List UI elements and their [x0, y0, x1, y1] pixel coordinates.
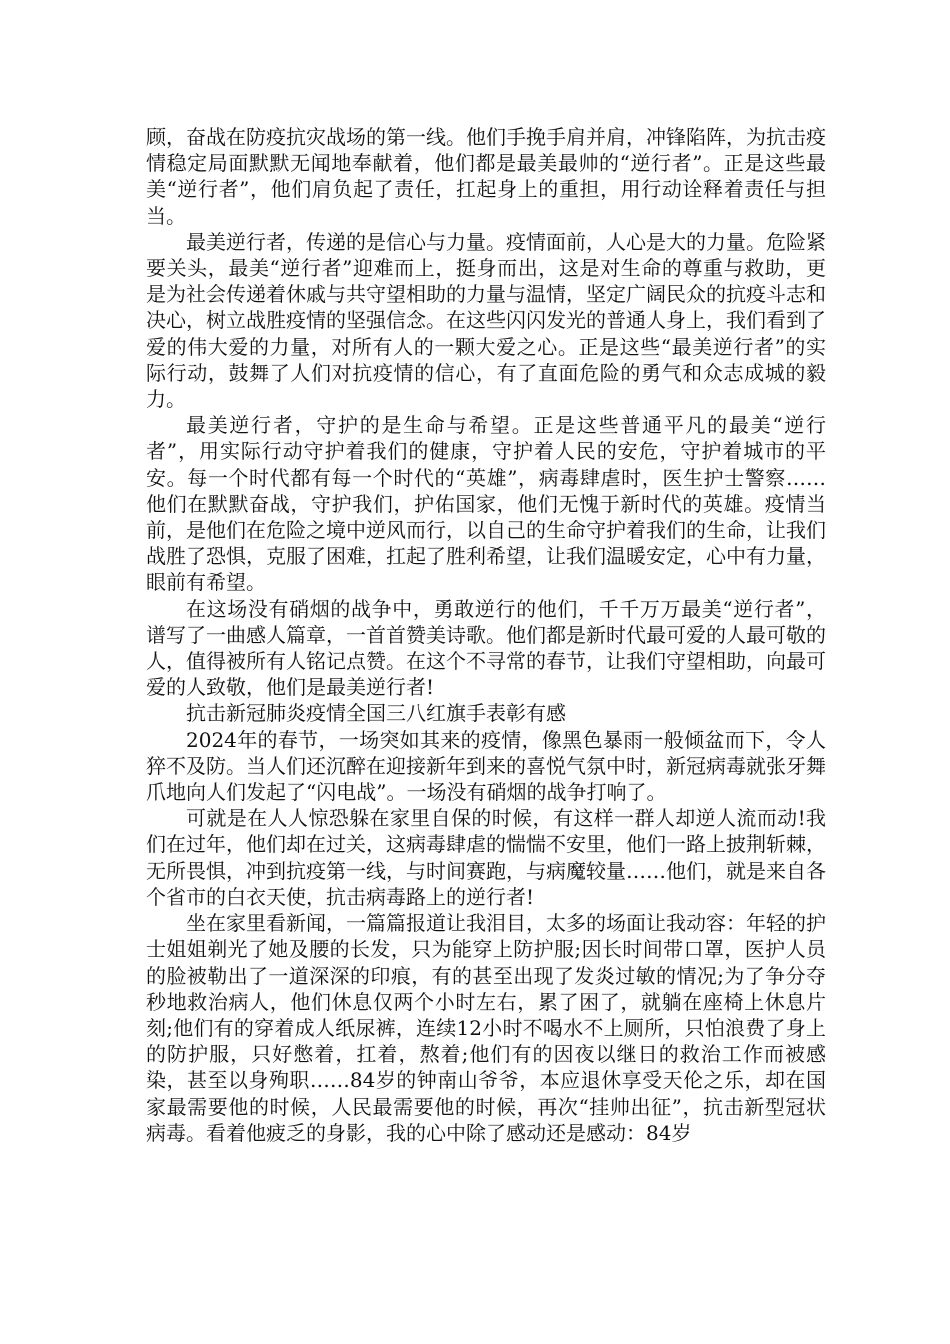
paragraph-3: 最美逆行者，守护的是生命与希望。正是这些普通平凡的最美“逆行者”，用实际行动守护着我们的健康，守护着人民的安危，守护着城市的平安。每一个时代都有每一个时代的“英雄”，病毒肆虐时，医生护士警察……他们在默默奋战，守护我们，护佑国家，他们无愧于新时代的英雄。疫情当前，是他们在危险之境中逆风而行，以自己的生命守护着我们的生命，让我们战胜了恐惧，克服了困难，扛起了胜利希望，让我们温暖安定，心中有力量，眼前有希望。 — [146, 413, 826, 595]
paragraph-5: 2024年的春节，一场突如其来的疫情，像黑色暴雨一般倾盆而下，令人猝不及防。当人们还沉醉在迎接新年到来的喜悦气氛中时，新冠病毒就张牙舞爪地向人们发起了“闪电战”。一场没有硝烟的战争打响了。 — [146, 727, 826, 805]
paragraph-7: 坐在家里看新闻，一篇篇报道让我泪目，太多的场面让我动容：年轻的护士姐姐剃光了她及腰的长发，只为能穿上防护服;因长时间带口罩，医护人员的脸被勒出了一道深深的印痕，有的甚至出现了发炎过敏的情况;为了争分夺秒地救治病人，他们休息仅两个小时左右，累了困了，就躺在座椅上休息片刻;他们有的穿着成人纸尿裤，连续12小时不喝水不上厕所，只怕浪费了身上的防护服，只好憋着，扛着，熬着;他们有的因夜以继日的救治工作而被感染，甚至以身殉职……84岁的钟南山爷爷，本应退休享受天伦之乐，却在国家最需要他的时候，人民最需要他的时候，再次“挂帅出征”，抗击新型冠状病毒。看着他疲乏的身影，我的心中除了感动还是感动：84岁 — [146, 911, 826, 1145]
paragraph-1: 顾，奋战在防疫抗灾战场的第一线。他们手挽手肩并肩，冲锋陷阵，为抗击疫情稳定局面默默无闻地奉献着，他们都是最美最帅的“逆行者”。正是这些最美“逆行者”，他们肩负起了责任，扛起身上的重担，用行动诠释着责任与担当。 — [146, 125, 826, 228]
paragraph-4: 在这场没有硝烟的战争中，勇敢逆行的他们，千千万万最美“逆行者”，谱写了一曲感人篇章，一首首赞美诗歌。他们都是新时代最可爱的人最可敬的人，值得被所有人铭记点赞。在这个不寻常的春节，让我们守望相助，向最可爱的人致敬，他们是最美逆行者! — [146, 596, 826, 700]
document-body — [146, 124, 826, 1146]
section-heading: 抗击新冠肺炎疫情全国三八红旗手表彰有感 — [186, 701, 566, 726]
paragraph-6: 可就是在人人惊恐躲在家里自保的时候，有这样一群人却逆人流而动!我们在过年，他们却在过关，这病毒肆虐的惴惴不安里，他们一路上披荆斩棘，无所畏惧，冲到抗疫第一线，与时间赛跑，与病魔较量……他们，就是来自各个省市的白衣天使，抗击病毒路上的逆行者! — [146, 806, 826, 909]
paragraph-2: 最美逆行者，传递的是信心与力量。疫情面前，人心是大的力量。危险紧要关头，最美“逆行者”迎难而上，挺身而出，这是对生命的尊重与救助，更是为社会传递着休戚与共守望相助的力量与温情，坚定广阔民众的抗疫斗志和决心，树立战胜疫情的坚强信念。在这些闪闪发光的普通人身上，我们看到了爱的伟大爱的力量，对所有人的一颗大爱之心。正是这些“最美逆行者”的实际行动，鼓舞了人们对抗疫情的信心，有了直面危险的勇气和众志成城的毅力。 — [146, 229, 826, 412]
